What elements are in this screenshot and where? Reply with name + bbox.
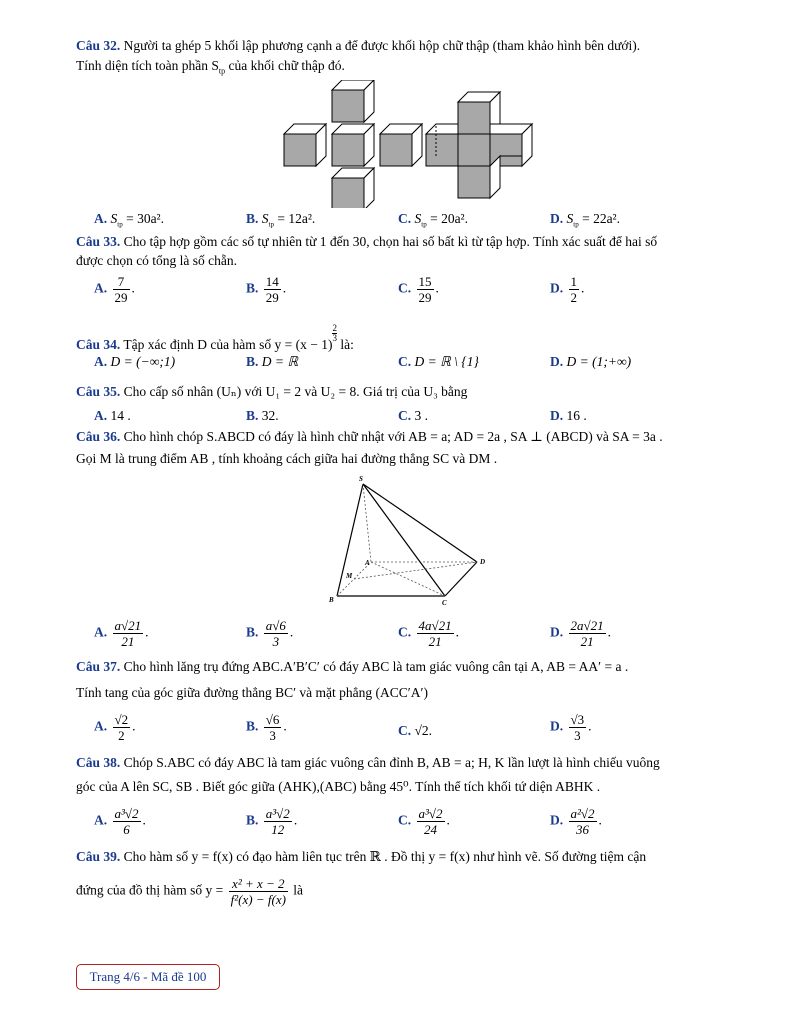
- q34-line: Câu 34. Tập xác định D của hàm số y = (x − 1) $^{\frac{2}{3}}$ là:: [76, 323, 354, 352]
- q38-option-c[interactable]: C. $\frac{\text{a³√2}}{24}$ .: [398, 806, 450, 837]
- q33-option-d[interactable]: D. $\frac{1}{2}$ .: [550, 274, 585, 305]
- q36-label-b: B: [329, 596, 334, 604]
- q32-option-d[interactable]: D. $S_{tp} = 22a^2$.: [550, 211, 620, 229]
- q32-cubes-figure: [280, 80, 550, 208]
- q36-line1: Câu 36. Cho hình chóp S.ABCD có đáy là hình chữ nhật với AB = a; AD = 2a , SA ⊥ (ABCD) và SA = 3a .: [76, 429, 663, 444]
- q39-line1: Câu 39. Cho hàm số y = f(x) có đạo hàm liên tục trên ℝ . Đồ thị y = f(x) như hình vẽ. Số đường tiệm cận: [76, 849, 647, 864]
- q34-option-a[interactable]: A. D = (−∞;1): [94, 354, 176, 369]
- q34-option-c[interactable]: C. D = ℝ \ {1}: [398, 354, 479, 369]
- q36-label-d: D: [480, 558, 486, 566]
- q34-option-b[interactable]: B. D = ℝ: [246, 354, 299, 369]
- page-footer: Trang 4/6 - Mã đề 100: [76, 964, 220, 990]
- q37-option-c[interactable]: C. √2.: [398, 723, 433, 738]
- q37-option-a[interactable]: A. $\frac{√2}{2}$ .: [94, 712, 136, 743]
- q36-label-s: S: [359, 475, 363, 483]
- q32-number: Câu 32.: [76, 38, 121, 53]
- q32-option-c[interactable]: C. $S_{tp} = 20a^2$.: [398, 211, 468, 229]
- q35-line: Câu 35. Cho cấp số nhân (Uₙ) với U₁ = 2 và U₂ = 8. Giá trị của U₃ bằng: [76, 384, 468, 399]
- q36-label-m: M: [346, 572, 353, 580]
- q36-line2: Gọi M là trung điểm AB , tính khoảng cách giữa hai đường thẳng SC và DM .: [76, 451, 498, 466]
- q34-option-d[interactable]: D. D = (1;+∞): [550, 354, 632, 369]
- q36-label-c: C: [442, 599, 447, 607]
- q32-line2: Tính diện tích toàn phần $S_{tp}$ của khối chữ thập đó.: [76, 58, 345, 76]
- q37-line1: Câu 37. Cho hình lăng trụ đứng ABC.A′B′C′ có đáy ABC là tam giác vuông cân tại A, AB = AA′ = a .: [76, 659, 629, 674]
- q36-option-b[interactable]: B. $\frac{a√6}{3}$ .: [246, 618, 294, 649]
- q33-option-b[interactable]: B. $\frac{14}{29}$ .: [246, 274, 287, 305]
- q33-option-a[interactable]: A. $\frac{7}{29}$ .: [94, 274, 135, 305]
- q36-option-a[interactable]: A. $\frac{a√21}{21}$ .: [94, 618, 149, 649]
- q35-option-b[interactable]: B. 32.: [246, 408, 279, 423]
- q39-line2: đứng của đồ thị hàm số y = $\frac{\text{x² + x − 2}}{\text{f²(x) − f(x)}}$ là: [76, 876, 304, 907]
- q37-line2: Tính tang của góc giữa đường thẳng BC′ và mặt phẳng (ACC′A′): [76, 685, 428, 700]
- q38-option-a[interactable]: A. $\frac{\text{a³√2}}{6}$ .: [94, 806, 146, 837]
- q36-option-c[interactable]: C. $\frac{4a√21}{21}$ .: [398, 618, 460, 649]
- q37-option-d[interactable]: D. $\frac{√3}{3}$ .: [550, 712, 592, 743]
- q33-line2: được chọn có tổng là số chẵn.: [76, 253, 238, 268]
- q38-option-b[interactable]: B. $\frac{\text{a³√2}}{12}$ .: [246, 806, 298, 837]
- q33-line1: Câu 33. Cho tập hợp gồm các số tự nhiên từ 1 đến 30, chọn hai số bất kì từ tập hợp. Tính xác suất để hai số: [76, 234, 658, 249]
- q32-line1: [76, 37, 640, 55]
- q35-option-c[interactable]: C. 3 .: [398, 408, 428, 423]
- q38-option-d[interactable]: D. $\frac{\text{a²√2}}{36}$ .: [550, 806, 602, 837]
- q32-option-a[interactable]: A. $S_{tp} = 30a^2$.: [94, 211, 164, 229]
- q38-line2: góc của A lên SC, SB . Biết góc giữa (AHK),(ABC) bằng 45⁰. Tính thể tích khối tứ diện ABHK .: [76, 779, 601, 794]
- q36-pyramid-figure: [325, 472, 495, 607]
- q36-label-a: A: [365, 559, 370, 567]
- q33-option-c[interactable]: C. $\frac{15}{29}$ .: [398, 274, 439, 305]
- q35-option-a[interactable]: A. 14 .: [94, 408, 131, 423]
- q38-line1: Câu 38. Chóp S.ABC có đáy ABC là tam giác vuông cân đỉnh B, AB = a; H, K lần lượt là hình chiếu vuông: [76, 755, 660, 770]
- q37-option-b[interactable]: B. $\frac{√6}{3}$ .: [246, 712, 287, 743]
- q35-option-d[interactable]: D. 16 .: [550, 408, 587, 423]
- q32-text1: Người ta ghép 5 khối lập phương cạnh a để được khối hộp chữ thập (tham khảo hình bên dưới).: [123, 38, 641, 53]
- q32-option-b[interactable]: B. $S_{tp} = 12a^2$.: [246, 211, 316, 229]
- q36-option-d[interactable]: D. $\frac{2a√21}{21}$ .: [550, 618, 612, 649]
